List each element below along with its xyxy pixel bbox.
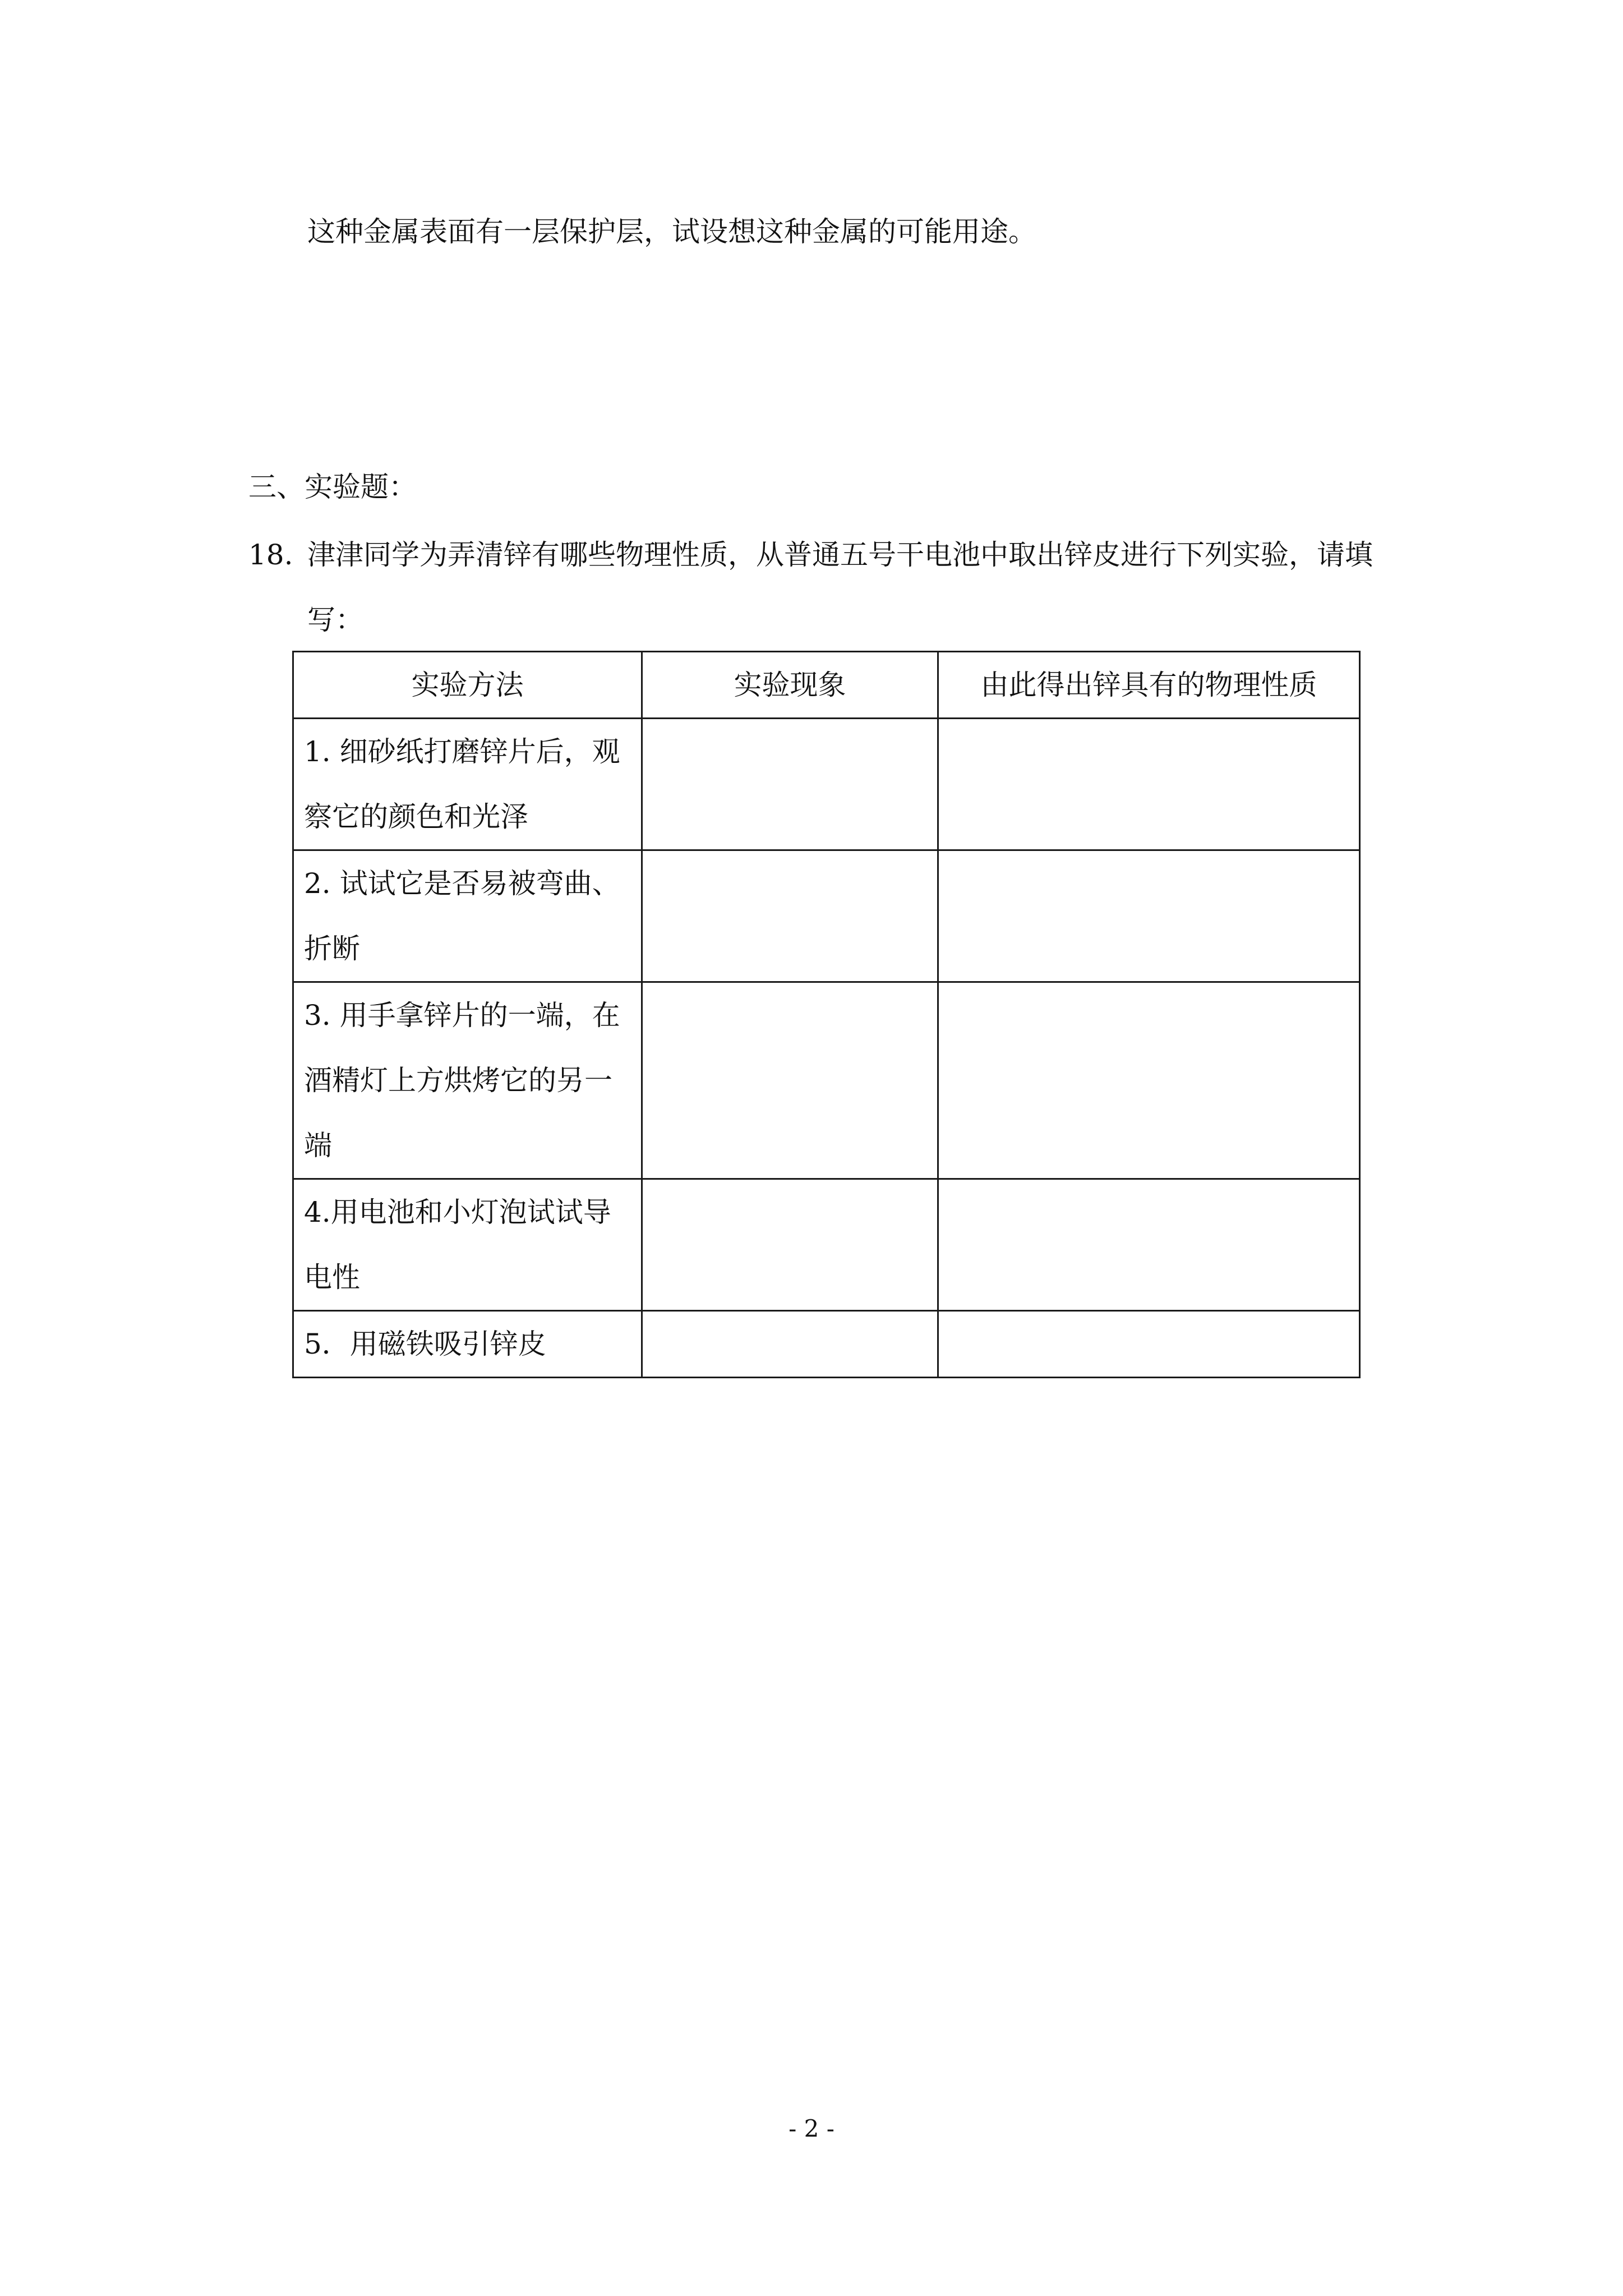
property-cell[interactable] [938, 1179, 1360, 1311]
method-cell: 4.用电池和小灯泡试试导电性 [293, 1179, 642, 1311]
question-number: 18. [248, 539, 293, 571]
phenomenon-cell[interactable] [642, 982, 938, 1179]
phenomenon-cell[interactable] [642, 850, 938, 982]
property-cell[interactable] [938, 850, 1360, 982]
question-text: 津津同学为弄清锌有哪些物理性质，从普通五号干电池中取出锌皮进行下列实验，请填 [307, 539, 1373, 571]
header-property: 由此得出锌具有的物理性质 [938, 652, 1360, 719]
phenomenon-cell[interactable] [642, 1179, 938, 1311]
question-text-continuation: 写： [307, 604, 363, 636]
method-cell: 5．用磁铁吸引锌皮 [293, 1311, 642, 1378]
table-row [293, 850, 1360, 982]
table-header-row [293, 652, 1360, 719]
phenomenon-cell[interactable] [642, 719, 938, 850]
phenomenon-cell[interactable] [642, 1311, 938, 1378]
section-heading: 三、实验题： [248, 471, 417, 503]
experiment-table [292, 651, 1361, 1378]
table-row [293, 982, 1360, 1179]
method-cell: 1. 细砂纸打磨锌片后，观察它的颜色和光泽 [293, 719, 642, 850]
table-row [293, 719, 1360, 850]
header-method: 实验方法 [293, 652, 642, 719]
header-phenomenon: 实验现象 [642, 652, 938, 719]
property-cell[interactable] [938, 982, 1360, 1179]
method-cell: 3. 用手拿锌片的一端，在酒精灯上方烘烤它的另一端 [293, 982, 642, 1179]
continuation-text: 这种金属表面有一层保护层，试设想这种金属的可能用途。 [307, 215, 1036, 248]
table-row [293, 1311, 1360, 1378]
page-number: - 2 - [789, 2115, 834, 2142]
property-cell[interactable] [938, 1311, 1360, 1378]
property-cell[interactable] [938, 719, 1360, 850]
method-cell: 2. 试试它是否易被弯曲、折断 [293, 850, 642, 982]
table-row [293, 1179, 1360, 1311]
